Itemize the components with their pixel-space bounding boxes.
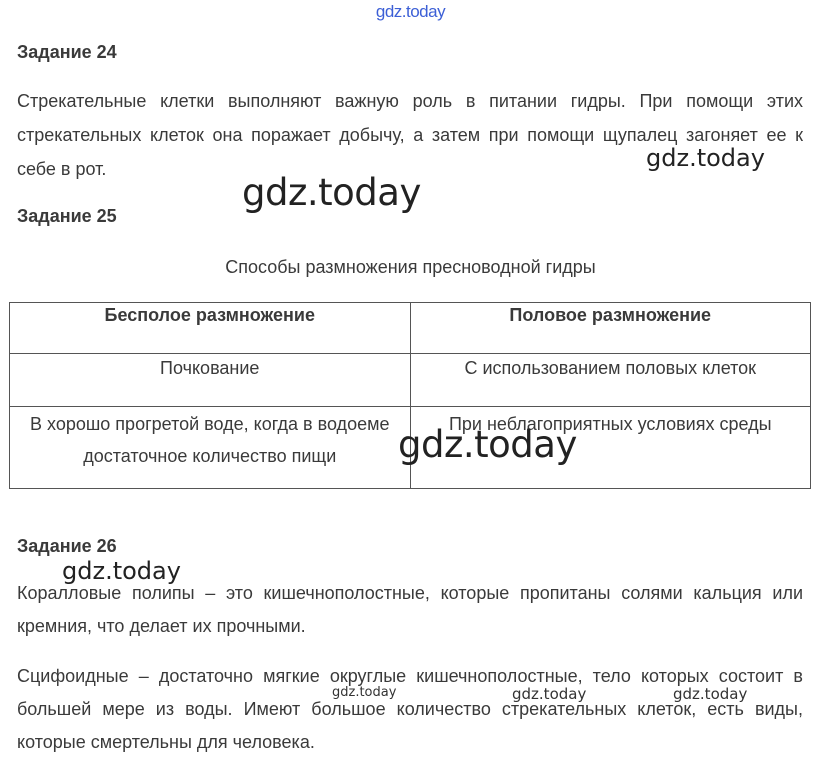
watermark: gdz.today [398,423,577,466]
task-26-paragraph-2: Сцифоидные – достаточно мягкие округлые кишечнополостные, тело которых состоит в большей мере из воды. Имеют большое количество стрекательных клеток, есть виды, которые смертельны для человека. [17,666,803,752]
task-25-title: Задание 25 [17,206,117,226]
table-header-row [10,303,811,354]
watermark: gdz.today [242,171,421,214]
table-cell: Почкование [10,354,411,407]
watermark: gdz.today [673,685,748,703]
task-24-title: Задание 24 [17,42,117,62]
watermark: gdz.today [512,685,587,703]
watermark: gdz.today [332,685,397,700]
table-header-asexual: Бесполое размножение [10,303,411,354]
task-24-text: Стрекательные клетки выполняют важную роль в питании гидры. При помощи этих стрекательных клеток она поражает добычу, а затем при помощи щупалец загоняет ее к себе в рот. [17,91,803,179]
table-cell: При неблагоприятных условиях среды [410,407,811,489]
table-cell: В хорошо прогретой воде, когда в водоеме достаточное количество пищи [10,407,411,489]
table-header-sexual: Половое размножение [410,303,811,354]
task-26-title: Задание 26 [17,536,117,556]
table-row [10,354,811,407]
table-cell: С использованием половых клеток [410,354,811,407]
table-caption: Способы размножения пресноводной гидры [225,257,596,277]
site-header-watermark: gdz.today [375,2,446,21]
watermark: gdz.today [62,557,181,585]
watermark: gdz.today [646,144,765,172]
task-26-paragraph-1: Коралловые полипы – это кишечнополостные, которые пропитаны солями кальция или кремния, что делает их прочными. [17,583,803,636]
